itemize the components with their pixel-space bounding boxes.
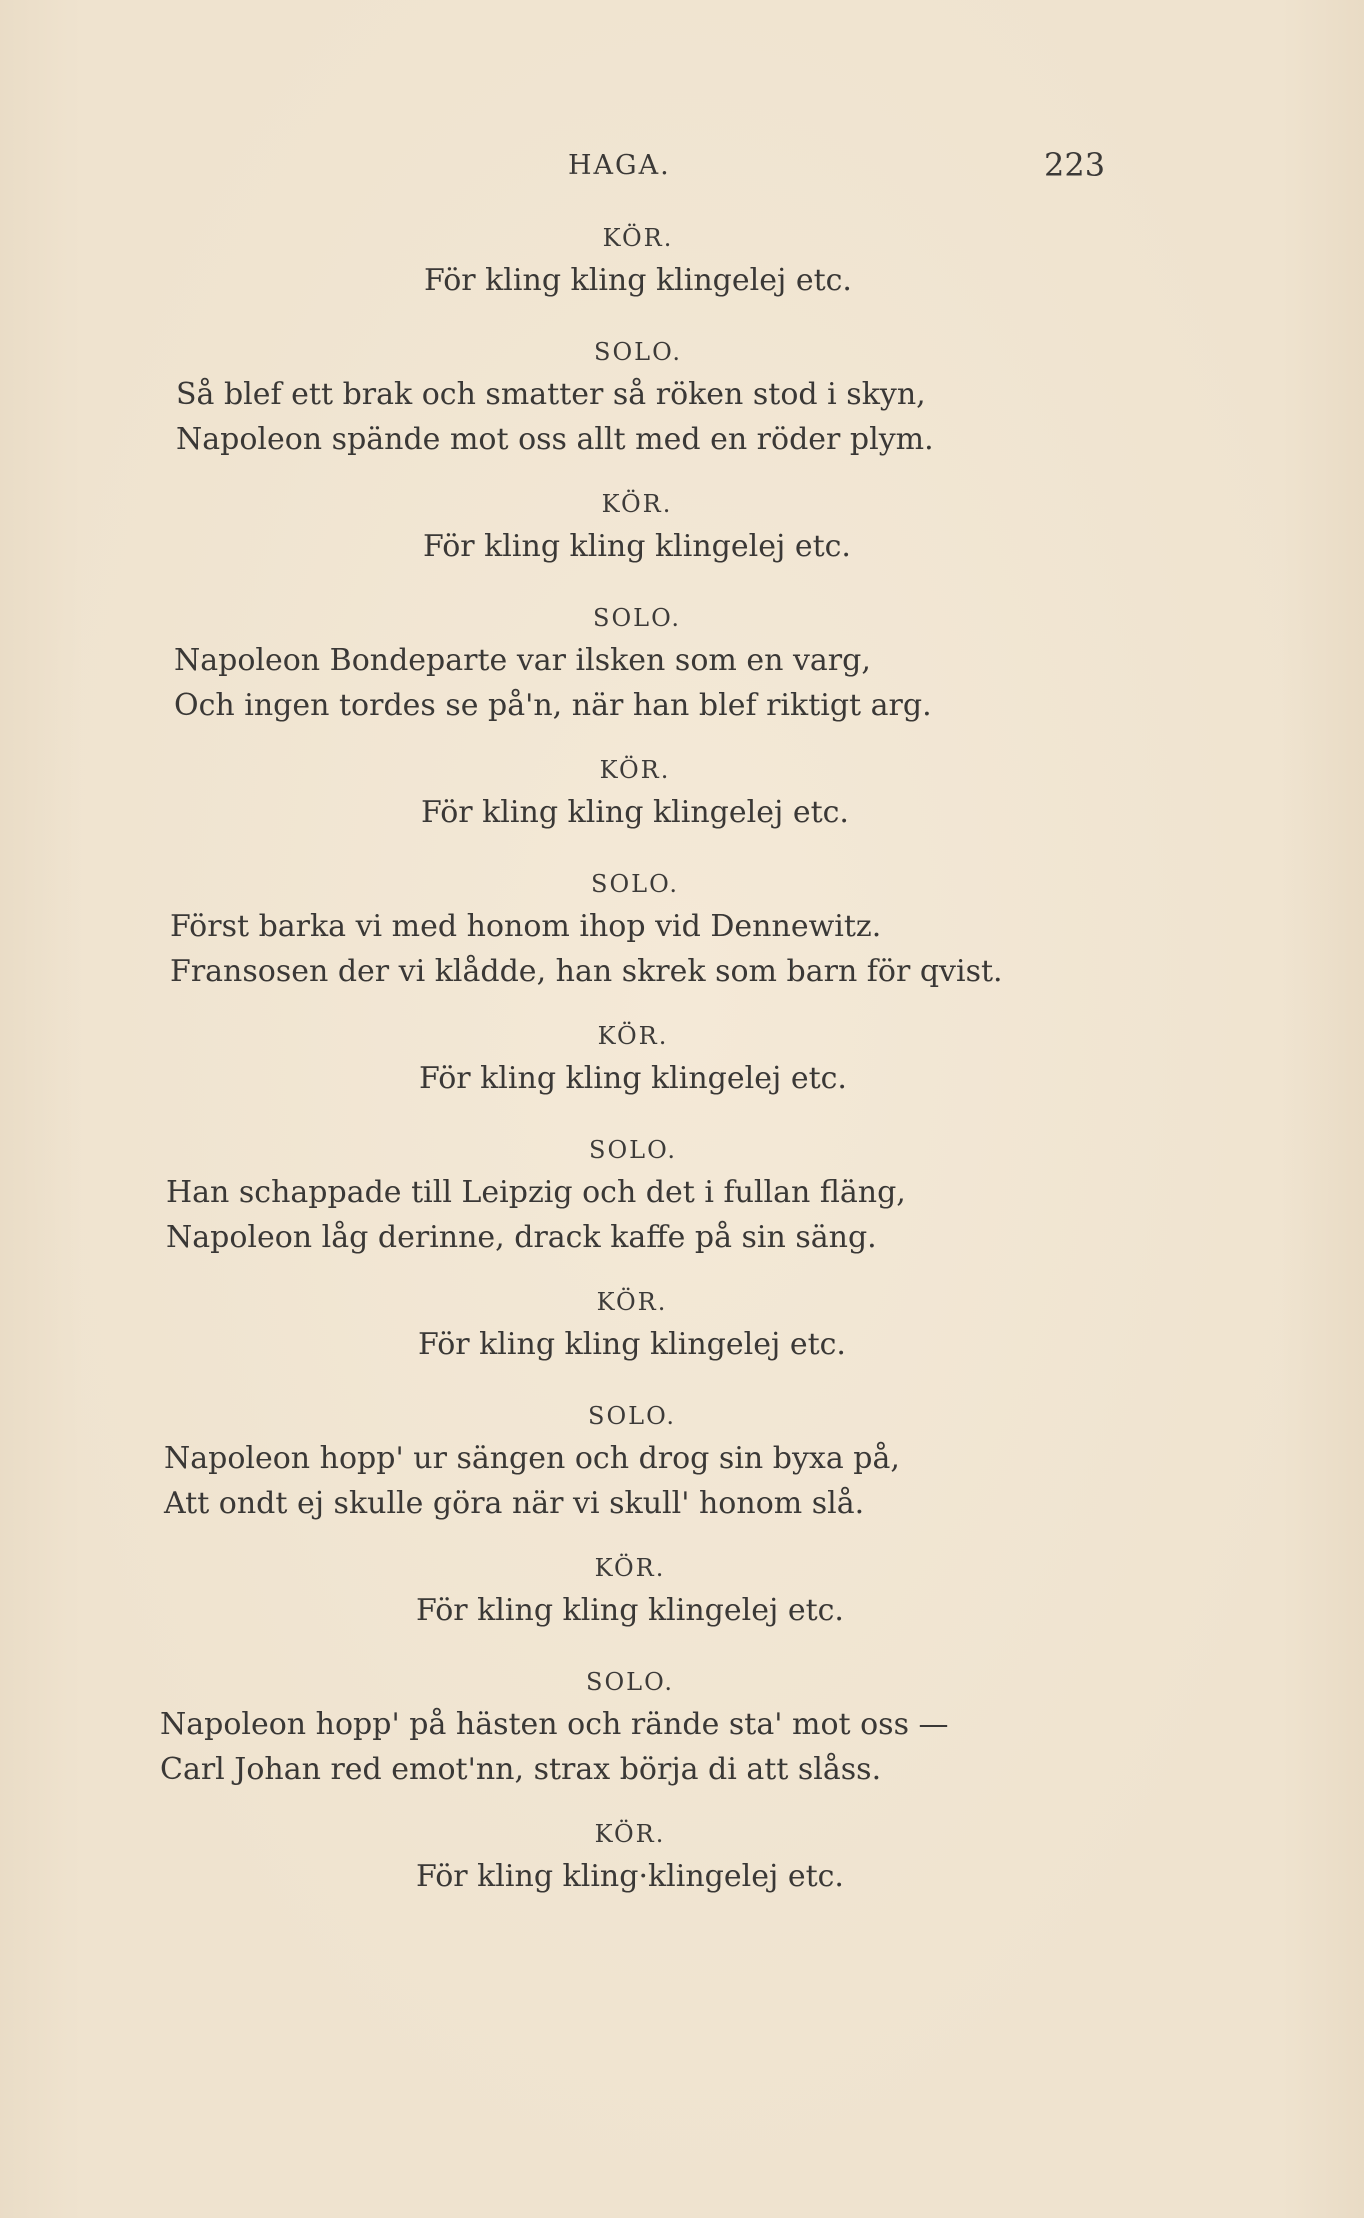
verse-line: Napoleon spände mot oss allt med en röder plym. — [176, 422, 934, 457]
chorus-block — [150, 1016, 1080, 1102]
chorus-block — [150, 218, 1080, 304]
speaker-label: SOLO. — [593, 604, 681, 632]
verse-line: Att ondt ej skulle göra när vi skull' honom slå. — [164, 1486, 865, 1521]
chorus-block — [150, 1814, 1080, 1900]
solo-block — [150, 332, 1080, 462]
refrain-line: För kling kling klingelej etc. — [424, 263, 852, 298]
verse-line: Först barka vi med honom ihop vid Dennewitz. — [170, 909, 882, 944]
running-head: HAGA. — [568, 150, 671, 181]
verse-line: Han schappade till Leipzig och det i fullan fläng, — [166, 1175, 906, 1210]
speaker-label: KÖR. — [599, 756, 671, 784]
speaker-label: SOLO. — [591, 870, 679, 898]
chorus-block — [150, 484, 1080, 570]
speaker-label: SOLO. — [586, 1668, 674, 1696]
verse-line: Fransosen der vi klådde, han skrek som barn för qvist. — [170, 954, 1003, 989]
verse-line: Och ingen tordes se på'n, när han blef riktigt arg. — [174, 688, 932, 723]
solo-block — [150, 864, 1080, 994]
page-number: 223 — [1044, 146, 1106, 184]
chorus-block — [150, 750, 1080, 836]
refrain-line: För kling kling klingelej etc. — [421, 795, 849, 830]
solo-block — [150, 1662, 1080, 1792]
refrain-line: För kling kling·klingelej etc. — [416, 1859, 844, 1894]
song-text — [150, 218, 1080, 1928]
verse-line: Napoleon Bondeparte var ilsken som en varg, — [174, 643, 871, 678]
speaker-label: KÖR. — [602, 224, 674, 252]
refrain-line: För kling kling klingelej etc. — [416, 1593, 844, 1628]
refrain-line: För kling kling klingelej etc. — [419, 1061, 847, 1096]
speaker-label: KÖR. — [601, 490, 673, 518]
speaker-label: SOLO. — [589, 1136, 677, 1164]
solo-block — [150, 598, 1080, 728]
speaker-label: KÖR. — [594, 1554, 666, 1582]
speaker-label: KÖR. — [594, 1820, 666, 1848]
verse-line: Napoleon låg derinne, drack kaffe på sin säng. — [166, 1220, 877, 1255]
chorus-block — [150, 1548, 1080, 1634]
refrain-line: För kling kling klingelej etc. — [423, 529, 851, 564]
verse-line: Napoleon hopp' ur sängen och drog sin byxa på, — [164, 1441, 900, 1476]
speaker-label: SOLO. — [594, 338, 682, 366]
speaker-label: KÖR. — [597, 1022, 669, 1050]
speaker-label: SOLO. — [588, 1402, 676, 1430]
solo-block — [150, 1396, 1080, 1526]
verse-line: Napoleon hopp' på hästen och rände sta' mot oss — — [160, 1707, 949, 1742]
chorus-block — [150, 1282, 1080, 1368]
refrain-line: För kling kling klingelej etc. — [418, 1327, 846, 1362]
verse-line: Carl Johan red emot'nn, strax börja di att slåss. — [160, 1752, 882, 1787]
speaker-label: KÖR. — [596, 1288, 668, 1316]
verse-line: Så blef ett brak och smatter så röken stod i skyn, — [176, 377, 926, 412]
solo-block — [150, 1130, 1080, 1260]
